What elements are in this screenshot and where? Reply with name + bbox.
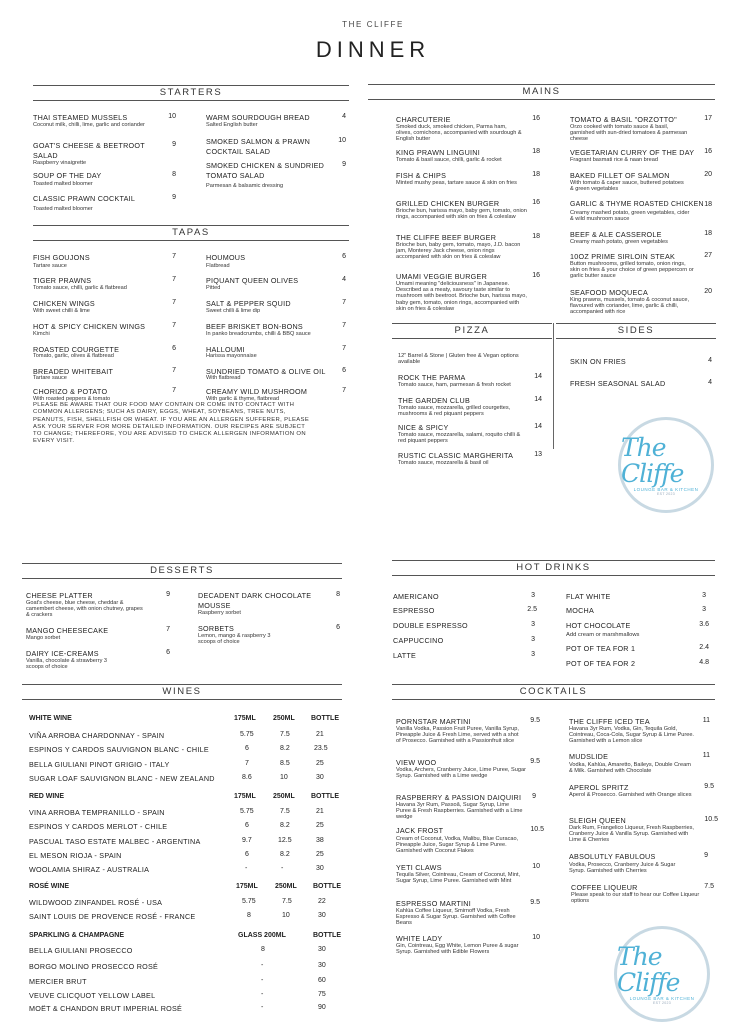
- menu-item-desc: Brioche bun, harissa mayo, baby gem, tomato, onion rings, accompanied with skin on fries & coleslaw: [396, 208, 527, 221]
- wine-price-250: 8.2: [280, 745, 290, 752]
- wine-price-175: 7: [245, 760, 249, 767]
- menu-item-name: SKIN ON FRIES: [570, 357, 626, 366]
- menu-item-price: 18: [532, 148, 540, 155]
- wine-col-250: 250ML: [273, 715, 295, 722]
- menu-item-name: TIGER PRAWNS: [33, 276, 92, 285]
- menu-item-price: 4: [342, 276, 346, 283]
- menu-item-price: 17: [704, 115, 712, 122]
- wine-price-bottle: 25: [316, 760, 324, 767]
- menu-item-price: 6: [336, 624, 340, 631]
- cocktail-desc: Havana 3yr Rum, Passoã, Sugar Syrup, Lime Puree & Fresh Raspberries. Garnished with a Lime wedge: [396, 802, 523, 821]
- wine-col-bottle: BOTTLE: [311, 793, 339, 800]
- menu-item-name: DECADENT DARK CHOCOLATE MOUSSE: [198, 591, 312, 610]
- cocktail-name: WHITE LADY: [396, 934, 443, 943]
- menu-item-name: VEGETARIAN CURRY OF THE DAY: [570, 148, 695, 157]
- menu-item-price: 10: [168, 113, 176, 120]
- menu-item-price: 16: [704, 148, 712, 155]
- cocktail-name: SLEIGH QUEEN: [569, 816, 626, 825]
- menu-item-price: 7: [342, 322, 346, 329]
- menu-item-name: HOUMOUS: [206, 253, 246, 262]
- menu-item-name: HOT & SPICY CHICKEN WINGS: [33, 322, 146, 331]
- menu-item-desc: King prawns, mussels, tomato & coconut sauce, flavoured with coriander, lime, garlic & chilli, accompanied with rice: [570, 297, 690, 316]
- menu-item-desc: Tomato sauce, mozzarella & basil oil: [398, 460, 489, 466]
- drink-price: 3: [702, 606, 706, 613]
- wine-group-title: RED WINE: [29, 793, 64, 800]
- menu-item-desc: Harissa mayonnaise: [206, 353, 257, 359]
- wine-name: EL MESON RIOJA - SPAIN: [29, 851, 122, 860]
- menu-item-price: 7: [172, 276, 176, 283]
- allergen-notice: PLEASE BE AWARE THAT OUR FOOD MAY CONTAIN OR COME INTO CONTACT WITH COMMON ALLERGENS; SUCH AS DAIRY, EGGS, WHEAT, SOYBEANS, TREE NUTS, PEANUTS, FISH, SHELLFISH OR WHEAT. IF YOU ARE AN ALLERGEN SUFFERER, PLEASE ASK YOUR SERVER FOR MORE DETAILED INFORMATION. OUR RECIPES ARE SUBJECT TO CHANGE; THEREFORE, YOU ARE ADVISED TO CHECK ALLERGEN INFORMATION ON EVERY VISIT.: [33, 402, 310, 445]
- menu-item-name: FISH & CHIPS: [396, 171, 447, 180]
- wine-name: VIÑA ARROBA CHARDONNAY - SPAIN: [29, 731, 165, 740]
- cocktail-price: 9.5: [530, 758, 540, 765]
- wine-price-250: 7.5: [282, 898, 292, 905]
- logo-est: EST 2023: [653, 1000, 671, 1005]
- menu-item-desc: Coconut milk, chilli, lime, garlic and coriander: [33, 122, 145, 128]
- cocktail-desc: Vodka, Prosecco, Cranberry Juice & Sugar Syrup. Garnished with Cherries: [569, 862, 676, 875]
- logo-name: The Cliffe: [617, 941, 680, 997]
- wine-price-bottle: 21: [316, 808, 324, 815]
- wine-price-glass: -: [261, 962, 264, 969]
- wine-price-175: 6: [245, 851, 249, 858]
- menu-item-name: SALT & PEPPER SQUID: [206, 299, 291, 308]
- cocktail-desc: Vodka, Archers, Cranberry Juice, Lime Puree, Sugar Syrup. Garnished with a Lime wedge: [396, 767, 526, 780]
- drink-price: 3: [702, 592, 706, 599]
- menu-item-price: 6: [342, 367, 346, 374]
- wine-price-glass: 8: [261, 946, 265, 953]
- wine-price-bottle: 30: [318, 946, 326, 953]
- cocktail-desc: Dark Rum, Frangelico Liqueur, Fresh Raspberries, Cranberry Juice & Vanilla Syrup. Garnished with Lime & Cherries: [569, 825, 694, 844]
- wine-col-175: 175ML: [234, 715, 256, 722]
- menu-item-name: HALLOUMI: [206, 345, 245, 354]
- cocktail-desc: Gin, Cointreau, Egg White, Lemon Puree & sugar Syrup. Garnished with Edible Flowers: [396, 943, 519, 956]
- wine-price-bottle: 30: [318, 962, 326, 969]
- cocktail-price: 9: [704, 852, 708, 859]
- menu-item-price: 9: [172, 141, 176, 148]
- cocktail-price: 9: [532, 793, 536, 800]
- menu-item-desc: Raspberry vinaigrette: [33, 160, 87, 166]
- wine-price-175: 9.7: [242, 837, 252, 844]
- wine-price-175: -: [245, 865, 248, 872]
- starters-heading: STARTERS: [33, 85, 349, 101]
- wine-price-bottle: 60: [318, 977, 326, 984]
- menu-item-price: 7: [172, 299, 176, 306]
- wine-price-175: 5.75: [240, 731, 254, 738]
- drink-price: 2.5: [527, 606, 537, 613]
- wine-group-title: SPARKLING & CHAMPAGNE: [29, 932, 125, 939]
- menu-item-name: ROASTED COURGETTE: [33, 345, 120, 354]
- menu-item-price: 13: [534, 451, 542, 458]
- drink-name: DOUBLE ESPRESSO: [393, 621, 468, 630]
- menu-item-desc: Smoked duck, smoked chicken, Parma ham, olives, cornichons, accompanied with sourdough & English butter: [396, 124, 522, 143]
- menu-item-price: 18: [532, 233, 540, 240]
- menu-item-desc: Kimchi: [33, 331, 50, 337]
- wine-price-bottle: 30: [316, 865, 324, 872]
- drink-name: FLAT WHITE: [566, 592, 611, 601]
- drink-note: Add cream or marshmallows: [566, 632, 640, 638]
- drink-price: 4.8: [699, 659, 709, 666]
- wine-name: BELLA GIULIANI PROSECCO: [29, 946, 133, 955]
- menu-item-name: SMOKED CHICKEN & SUNDRIED TOMATO SALAD: [206, 161, 325, 180]
- menu-item-price: 7: [342, 387, 346, 394]
- menu-item-desc: Brioche bun, baby gem, tomato, mayo, J.D. bacon jam, Monterey Jack cheese, onion rings accompanied with skin on fries & coleslaw: [396, 242, 521, 261]
- menu-item-desc: Tomato, garlic, olives & flatbread: [33, 353, 114, 359]
- wine-name: VINA ARROBA TEMPRANILLO - SPAIN: [29, 808, 165, 817]
- menu-item-desc: Orzo cooked with tomato sauce & basil, garnished with sun-dried tomatoes & parmesan cheese: [570, 124, 688, 143]
- menu-item-price: 4: [708, 379, 712, 386]
- pizza-sides-divider: [553, 323, 554, 449]
- menu-item-name: 10OZ PRIME SIRLOIN STEAK: [570, 252, 676, 261]
- hot-drinks-heading: HOT DRINKS: [392, 560, 715, 576]
- menu-item-desc: In panko breadcrumbs, chilli & BBQ sauce: [206, 331, 311, 337]
- wine-price-250: 8.2: [280, 851, 290, 858]
- wine-name: SUGAR LOAF SAUVIGNON BLANC - NEW ZEALAND: [29, 774, 215, 783]
- drink-name: CAPPUCCINO: [393, 636, 444, 645]
- menu-item-desc: Vanilla, chocolate & strawberry 3 scoops of choice: [26, 658, 108, 671]
- drink-name: MOCHA: [566, 606, 595, 615]
- menu-item-name: CREAMY WILD MUSHROOM: [206, 387, 308, 396]
- menu-item-name: RUSTIC CLASSIC MARGHERITA: [398, 451, 514, 460]
- wine-price-250: 7.5: [280, 731, 290, 738]
- wine-col-175: 175ML: [234, 793, 256, 800]
- menu-item-price: 10: [338, 137, 346, 144]
- menu-item-price: 18: [704, 230, 712, 237]
- menu-item-price: 9: [166, 591, 170, 598]
- menu-item-price: 7: [172, 367, 176, 374]
- cocktail-desc: Tequila Silver, Cointreau, Cream of Coconut, Mint, Sugar Syrup, Lime Puree. Garnished with Mint: [396, 872, 521, 885]
- menu-item-desc: Mango sorbet: [26, 635, 61, 641]
- menu-item-price: 20: [704, 288, 712, 295]
- menu-item-name: THE CLIFFE BEEF BURGER: [396, 233, 497, 242]
- wine-name: SAINT LOUIS DE PROVENCE ROSÉ - FRANCE: [29, 912, 196, 921]
- wine-group-title: ROSÉ WINE: [29, 883, 70, 890]
- wine-price-bottle: 75: [318, 991, 326, 998]
- cocktail-price: 7.5: [704, 883, 714, 890]
- menu-item-price: 18: [704, 201, 712, 208]
- menu-item-desc: Tomato & basil sauce, chilli, garlic & rocket: [396, 157, 502, 163]
- wine-name: VEUVE CLICQUOT YELLOW LABEL: [29, 991, 156, 1000]
- menu-item-name: BEEF BRISKET BON-BONS: [206, 322, 303, 331]
- wine-name: MOËT & CHANDON BRUT IMPERIAL ROSÉ: [29, 1004, 183, 1013]
- menu-item-name: DAIRY ICE-CREAMS: [26, 649, 99, 658]
- cocktail-price: 11: [702, 752, 710, 759]
- menu-item-price: 7: [342, 299, 346, 306]
- menu-item-desc: Toasted malted bloomer: [33, 206, 93, 212]
- wine-price-250: 7.5: [280, 808, 290, 815]
- menu-item-price: 7: [342, 345, 346, 352]
- cocktail-price: 10.5: [530, 826, 544, 833]
- wine-name: ESPINOS Y CARDOS SAUVIGNON BLANC - CHILE: [29, 745, 209, 754]
- wine-price-glass: -: [261, 977, 264, 984]
- menu-item-desc: Lemon, mango & raspberry 3 scoops of choice: [198, 633, 271, 646]
- menu-item-name: TOMATO & BASIL "ORZOTTO": [570, 115, 677, 124]
- menu-item-name: CHARCUTERIE: [396, 115, 451, 124]
- cocktail-price: 11: [702, 717, 710, 724]
- page-title: DINNER: [315, 37, 431, 62]
- menu-item-name: PIQUANT QUEEN OLIVES: [206, 276, 299, 285]
- wine-price-175: 8: [247, 912, 251, 919]
- pizza-heading: PIZZA: [392, 323, 552, 339]
- menu-item-price: 9: [172, 194, 176, 201]
- wine-name: ESPINOS Y CARDOS MERLOT - CHILE: [29, 822, 168, 831]
- menu-item-desc: Button mushrooms, grilled tomato, onion rings, skin on fries & your choice of green peppercorn or garlic butter sauce: [570, 261, 694, 280]
- drink-price: 3: [531, 636, 535, 643]
- menu-item-desc: With garlic & thyme, flatbread: [206, 396, 280, 402]
- menu-item-name: FISH GOUJONS: [33, 253, 90, 262]
- drink-name: POT OF TEA FOR 1: [566, 644, 636, 653]
- logo-subtitle: LOUNGE BAR & KITCHEN: [629, 995, 695, 1001]
- menu-item-desc: Flatbread: [206, 263, 230, 269]
- menu-item-name: WARM SOURDOUGH BREAD: [206, 113, 310, 122]
- menu-item-name: GRILLED CHICKEN BURGER: [396, 199, 500, 208]
- cocktail-name: JACK FROST: [396, 826, 444, 835]
- wine-price-250: 10: [282, 912, 290, 919]
- drink-name: AMERICANO: [393, 592, 439, 601]
- menu-item-name: SEAFOOD MOQUECA: [570, 288, 649, 297]
- menu-item-desc: Creamy mashed potato, green vegetables, cider & wild mushroom sauce: [570, 210, 690, 223]
- menu-item-price: 7: [166, 626, 170, 633]
- menu-item-desc: Goat's cheese, blue cheese, cheddar & camembert cheese, with onion chutney, grapes & crackers: [26, 600, 143, 619]
- wine-price-175: 6: [245, 745, 249, 752]
- menu-item-price: 9: [342, 161, 346, 168]
- cocktail-desc: Vanilla Vodka, Passion Fruit Puree, Vanilla Syrup, Pineapple Juice & Fresh Lime, served with a shot of Prosecco. Garnished with a Passionfruit slice: [396, 726, 519, 745]
- menu-item-desc: Fragrant basmati rice & naan bread: [570, 157, 658, 163]
- wine-col-bottle: BOTTLE: [313, 932, 341, 939]
- menu-item-name: ROCK THE PARMA: [398, 373, 466, 382]
- menu-item-name: CHEESE PLATTER: [26, 591, 93, 600]
- wine-price-bottle: 21: [316, 731, 324, 738]
- sides-heading: SIDES: [556, 323, 716, 339]
- wine-price-bottle: 30: [318, 912, 326, 919]
- wine-col-250: 250ML: [275, 883, 297, 890]
- menu-item-price: 20: [704, 171, 712, 178]
- cocktail-name: ABSOLUTLY FABULOUS: [569, 852, 656, 861]
- cocktail-price: 10: [532, 934, 540, 941]
- menu-item-price: 7: [172, 322, 176, 329]
- wine-col-bottle: BOTTLE: [313, 883, 341, 890]
- wine-price-bottle: 90: [318, 1004, 326, 1011]
- menu-item-desc: Raspberry sorbet: [198, 610, 241, 616]
- drink-name: ESPRESSO: [393, 606, 435, 615]
- tapas-heading: TAPAS: [33, 225, 349, 241]
- cocktail-desc: Please speak to our staff to hear our Coffee Liqueur options: [571, 892, 700, 905]
- wine-col-250: 250ML: [273, 793, 295, 800]
- desserts-heading: DESSERTS: [22, 563, 342, 579]
- menu-item-name: SUNDRIED TOMATO & OLIVE OIL: [206, 367, 326, 376]
- logo-subtitle: LOUNGE BAR & KITCHEN: [633, 486, 699, 492]
- menu-item-price: 4: [708, 357, 712, 364]
- menu-item-name: GOAT'S CHEESE & BEETROOT SALAD: [33, 141, 145, 160]
- cocktail-name: YETI CLAWS: [396, 863, 442, 872]
- wine-price-250: 10: [280, 774, 288, 781]
- menu-item-price: 4: [342, 113, 346, 120]
- cocktail-desc: Kahlúa Coffee Liqueur, Smirnoff Vodka, Fresh Espresso & Sugar Syrup. Garnished with Coffee Beans: [396, 908, 516, 927]
- menu-item-name: THAI STEAMED MUSSELS: [33, 113, 128, 122]
- menu-item-price: 18: [532, 171, 540, 178]
- wine-price-glass: -: [261, 1004, 264, 1011]
- cocktail-price: 9.5: [530, 717, 540, 724]
- wine-col-175: 175ML: [236, 883, 258, 890]
- menu-item-desc: Creamy mash potato, green vegetables: [570, 239, 668, 245]
- drink-price: 3: [531, 621, 535, 628]
- wine-col-glass: GLASS 200ML: [238, 932, 286, 939]
- menu-item-price: 16: [532, 272, 540, 279]
- menu-item-name: CHORIZO & POTATO: [33, 387, 108, 396]
- drink-price: 3: [531, 651, 535, 658]
- menu-item-name: BEEF & ALE CASSEROLE: [570, 230, 662, 239]
- menu-item-name: UMAMI VEGGIE BURGER: [396, 272, 488, 281]
- wine-price-175: 5.75: [240, 808, 254, 815]
- cocktail-name: PORNSTAR MARTINI: [396, 717, 471, 726]
- cocktails-heading: COCKTAILS: [392, 684, 715, 700]
- menu-item-price: 16: [532, 115, 540, 122]
- menu-item-desc: Sweet chilli & lime dip: [206, 308, 261, 314]
- wine-price-bottle: 38: [316, 837, 324, 844]
- wine-price-250: 8.2: [280, 822, 290, 829]
- drink-name: LATTE: [393, 651, 417, 660]
- menu-item-name: GARLIC & THYME ROASTED CHICKEN: [570, 201, 704, 208]
- cocktail-price: 9.5: [530, 899, 540, 906]
- wine-price-175: 8.6: [242, 774, 252, 781]
- menu-item-desc: With roasted peppers & tomato: [33, 396, 111, 402]
- menu-item-desc: With sweet chilli & lime: [33, 308, 90, 314]
- menu-item-desc: Pitted: [206, 285, 221, 291]
- menu-item-desc: Tomato sauce, chilli, garlic & flatbread: [33, 285, 127, 291]
- wine-price-250: 12.5: [278, 837, 292, 844]
- wine-price-bottle: 23.5: [314, 745, 328, 752]
- wine-group-title: WHITE WINE: [29, 715, 72, 722]
- wines-heading: WINES: [22, 684, 342, 700]
- menu-item-name: CLASSIC PRAWN COCKTAIL: [33, 194, 136, 203]
- menu-item-price: 16: [532, 199, 540, 206]
- menu-item-desc: With tomato & caper sauce, buttered potatoes & green vegetables: [570, 180, 684, 193]
- menu-item-name: SMOKED SALMON & PRAWN COCKTAIL SALAD: [206, 137, 311, 156]
- mains-heading: MAINS: [368, 84, 715, 100]
- wine-price-bottle: 25: [316, 822, 324, 829]
- menu-item-price: 6: [342, 253, 346, 260]
- menu-item-desc: Minted mushy peas, tartare sauce & skin on fries: [396, 180, 517, 186]
- cocktail-desc: Aperol & Prosecco. Garnished with Orange slices: [569, 792, 692, 798]
- menu-item-desc: Umami meaning "deliciousness" in Japanese. Described as a meaty, savoury taste similar to mushroom with beetroot. Brioche bun, harissa mayo, baby gem, tomato, onion rings, accompanied with skin on fries & coleslaw: [396, 281, 527, 312]
- menu-item-price: 6: [172, 345, 176, 352]
- menu-item-price: 14: [534, 423, 542, 430]
- wine-name: BORGO MOLINO PROSECCO ROSÉ: [29, 962, 159, 971]
- wine-name: MERCIER BRUT: [29, 977, 87, 986]
- menu-item-name: THE GARDEN CLUB: [398, 396, 471, 405]
- menu-item-desc: Toasted malted bloomer: [33, 181, 93, 187]
- menu-item-price: 7: [172, 253, 176, 260]
- cocktail-price: 9.5: [704, 783, 714, 790]
- logo-est: EST 2023: [657, 491, 675, 496]
- menu-item-name: MANGO CHEESECAKE: [26, 626, 109, 635]
- cocktail-price: 10: [532, 863, 540, 870]
- cocktail-desc: Cream of Coconut, Vodka, Malibu, Blue Curacao, Pineapple Juice, Sugar Syrup & Lime Puree. Garnished with Coconut Flakes: [396, 836, 519, 855]
- menu-item-name: KING PRAWN LINGUINI: [396, 148, 480, 157]
- wine-name: WILDWOOD ZINFANDEL ROSÉ - USA: [29, 898, 163, 907]
- menu-item-desc: Parmesan & balsamic dressing: [206, 183, 284, 189]
- menu-item-price: 8: [336, 591, 340, 598]
- cocktail-desc: Havana 3yr Rum, Vodka, Gin, Tequila Gold, Cointreau, Coca-Cola, Sugar Syrup & Lime Puree. Garnished with a Lemon slice: [569, 726, 694, 745]
- menu-item-price: 14: [534, 396, 542, 403]
- cocktail-name: COFFEE LIQUEUR: [571, 883, 638, 892]
- drink-price: 2.4: [699, 644, 709, 651]
- drink-name: POT OF TEA FOR 2: [566, 659, 636, 668]
- menu-item-price: 14: [534, 373, 542, 380]
- pizza-note: 12" Barrel & Stone | Gluten free & Vegan options available: [398, 353, 519, 366]
- wine-price-bottle: 30: [316, 774, 324, 781]
- wine-price-bottle: 22: [318, 898, 326, 905]
- drink-name: HOT CHOCOLATE: [566, 621, 631, 630]
- wine-price-175: 5.75: [242, 898, 256, 905]
- menu-item-name: FRESH SEASONAL SALAD: [570, 379, 666, 388]
- brand-name: THE CLIFFE: [342, 20, 404, 29]
- wine-price-glass: -: [261, 991, 264, 998]
- menu-item-desc: Tomato sauce, ham, parmesan & fresh rocket: [398, 382, 511, 388]
- wine-name: BELLA GIULIANI PINOT GRIGIO - ITALY: [29, 760, 170, 769]
- cocktail-desc: Vodka, Kahlúa, Amaretto, Baileys, Double Cream & Milk. Garnished with Chocolate: [569, 762, 691, 775]
- menu-item-desc: Tomato sauce, mozzarella, grilled courgettes, mushrooms & red piquant peppers: [398, 405, 511, 418]
- drink-price: 3: [531, 592, 535, 599]
- wine-price-250: -: [281, 865, 284, 872]
- menu-item-desc: With flatbread: [206, 375, 241, 381]
- menu-item-name: NICE & SPICY: [398, 423, 449, 432]
- menu-item-price: 27: [704, 252, 712, 259]
- drink-price: 3.6: [699, 621, 709, 628]
- cocktail-price: 10.5: [704, 816, 718, 823]
- wine-col-bottle: BOTTLE: [311, 715, 339, 722]
- cocktail-name: MUDSLIDE: [569, 752, 609, 761]
- menu-item-price: 7: [172, 387, 176, 394]
- cocktail-name: APEROL SPRITZ: [569, 783, 629, 792]
- cliffe-logo: [614, 926, 710, 1022]
- wine-name: PASCUAL TASO ESTATE MALBEC - ARGENTINA: [29, 837, 201, 846]
- menu-item-name: CHICKEN WINGS: [33, 299, 95, 308]
- logo-name: The Cliffe: [621, 432, 684, 488]
- cliffe-logo: [618, 417, 714, 513]
- cocktail-name: ESPRESSO MARTINI: [396, 899, 471, 908]
- cocktail-name: RASPBERRY & PASSION DAIQUIRI: [396, 793, 522, 802]
- menu-item-name: BAKED FILLET OF SALMON: [570, 171, 670, 180]
- menu-item-name: SOUP OF THE DAY: [33, 171, 102, 180]
- wine-price-250: 8.5: [280, 760, 290, 767]
- cocktail-name: THE CLIFFE ICED TEA: [569, 717, 650, 726]
- menu-item-desc: Salted English butter: [206, 122, 258, 128]
- menu-item-desc: Tartare sauce: [33, 375, 67, 381]
- menu-item-price: 8: [172, 171, 176, 178]
- menu-item-desc: Tartare sauce: [33, 263, 67, 269]
- cocktail-name: VIEW WOO: [396, 758, 437, 767]
- wine-price-bottle: 25: [316, 851, 324, 858]
- wine-name: WOOLAMIA SHIRAZ - AUSTRALIA: [29, 865, 150, 874]
- menu-item-name: SORBETS: [198, 624, 235, 633]
- menu-item-name: BREADED WHITEBAIT: [33, 367, 114, 376]
- wine-price-175: 6: [245, 822, 249, 829]
- menu-item-price: 6: [166, 649, 170, 656]
- menu-item-desc: Tomato sauce, mozzarella, salami, roquito chilli & red piquant peppers: [398, 432, 521, 445]
